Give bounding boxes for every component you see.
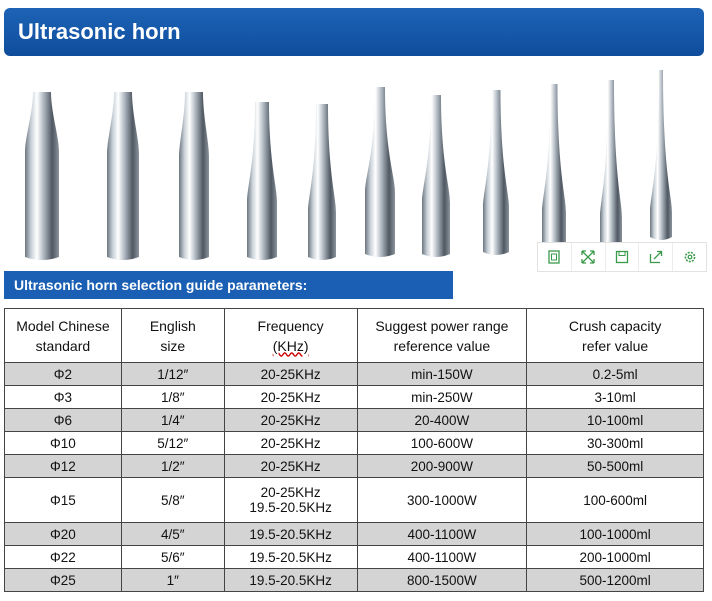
- model-cell: Φ3: [5, 386, 122, 409]
- crush-cell: 200-1000ml: [527, 546, 704, 569]
- frequency-cell: [224, 432, 357, 455]
- table-row: [5, 478, 704, 523]
- header-crush: Crush capacity refer value: [527, 309, 704, 363]
- section-header: [4, 271, 453, 299]
- power-cell: 20-400W: [357, 409, 527, 432]
- save-icon[interactable]: [606, 243, 640, 271]
- frequency-cell: [224, 569, 357, 592]
- table-row: [5, 569, 704, 592]
- power-cell: min-150W: [357, 363, 527, 386]
- crush-cell: 3-10ml: [527, 386, 704, 409]
- fit-screen-icon[interactable]: [538, 243, 572, 271]
- frequency-value: 20-25KHz: [260, 458, 321, 474]
- settings-icon[interactable]: [673, 243, 706, 271]
- model-cell: Φ20: [5, 523, 122, 546]
- power-cell: 100-600W: [357, 432, 527, 455]
- power-cell: 800-1500W: [357, 569, 527, 592]
- power-cell: 400-1100W: [357, 523, 527, 546]
- horn-image: [308, 104, 336, 260]
- header-model: Model Chinese standard: [5, 309, 122, 363]
- crush-cell: 100-600ml: [527, 478, 704, 523]
- size-cell: 5/12″: [121, 432, 224, 455]
- frequency-value: 20-25KHz: [260, 389, 321, 405]
- horn-image: [542, 84, 566, 255]
- frequency-value: 20-25KHz: [260, 485, 321, 500]
- model-cell: Φ6: [5, 409, 122, 432]
- header-power: Suggest power range reference value: [357, 309, 527, 363]
- power-cell: 300-1000W: [357, 478, 527, 523]
- frequency-cell: [224, 478, 357, 523]
- horn-image: [650, 70, 672, 240]
- horn-image: [600, 80, 622, 251]
- size-cell: 4/5″: [121, 523, 224, 546]
- size-cell: 1/8″: [121, 386, 224, 409]
- horn-image: [247, 102, 277, 260]
- power-cell: 200-900W: [357, 455, 527, 478]
- crush-cell: 100-1000ml: [527, 523, 704, 546]
- header-english-size: English size: [121, 309, 224, 363]
- table-row: [5, 523, 704, 546]
- frequency-cell: [224, 546, 357, 569]
- frequency-cell: [224, 455, 357, 478]
- horn-product-photo: [4, 62, 704, 272]
- model-cell: Φ22: [5, 546, 122, 569]
- horn-image: [483, 90, 509, 255]
- frequency-value: 20-25KHz: [260, 366, 321, 382]
- crush-cell: 500-1200ml: [527, 569, 704, 592]
- share-icon[interactable]: [639, 243, 673, 271]
- table-row: [5, 546, 704, 569]
- section-title: Ultrasonic horn selection guide parameters:: [14, 277, 308, 293]
- image-toolbar: [537, 242, 707, 272]
- header-frequency: Frequency (KHz): [224, 309, 357, 363]
- frequency-cell: [224, 523, 357, 546]
- model-cell: Φ12: [5, 455, 122, 478]
- model-cell: Φ2: [5, 363, 122, 386]
- frequency-value: 19.5-20.5KHz: [249, 549, 332, 565]
- frequency-value: 20-25KHz: [260, 412, 321, 428]
- table-header-row: [5, 309, 704, 363]
- size-cell: 5/6″: [121, 546, 224, 569]
- frequency-value: 19.5-20.5KHz: [249, 572, 332, 588]
- table-row: [5, 432, 704, 455]
- table-row: [5, 455, 704, 478]
- size-cell: 1/2″: [121, 455, 224, 478]
- power-cell: 400-1100W: [357, 546, 527, 569]
- table-row: [5, 363, 704, 386]
- crush-cell: 10-100ml: [527, 409, 704, 432]
- crush-cell: 30-300ml: [527, 432, 704, 455]
- frequency-cell: [224, 363, 357, 386]
- frequency-value: 20-25KHz: [260, 435, 321, 451]
- horn-image: [179, 92, 209, 260]
- frequency-cell: [224, 386, 357, 409]
- size-cell: 5/8″: [121, 478, 224, 523]
- frequency-cell: [224, 409, 357, 432]
- model-cell: Φ10: [5, 432, 122, 455]
- horn-image: [107, 92, 139, 260]
- title-banner: [4, 8, 704, 56]
- size-cell: 1/4″: [121, 409, 224, 432]
- model-cell: Φ15: [5, 478, 122, 523]
- parameters-table: [4, 308, 704, 592]
- page-title: Ultrasonic horn: [18, 19, 181, 44]
- horn-image: [365, 87, 395, 257]
- frequency-value: 19.5-20.5KHz: [249, 526, 332, 542]
- table-row: [5, 386, 704, 409]
- crush-cell: 50-500ml: [527, 455, 704, 478]
- fullscreen-icon[interactable]: [572, 243, 606, 271]
- crush-cell: 0.2-5ml: [527, 363, 704, 386]
- model-cell: Φ25: [5, 569, 122, 592]
- frequency-value: 19.5-20.5KHz: [249, 500, 332, 515]
- horn-image: [422, 95, 450, 257]
- horn-image: [25, 92, 59, 260]
- size-cell: 1″: [121, 569, 224, 592]
- table-row: [5, 409, 704, 432]
- size-cell: 1/12″: [121, 363, 224, 386]
- power-cell: min-250W: [357, 386, 527, 409]
